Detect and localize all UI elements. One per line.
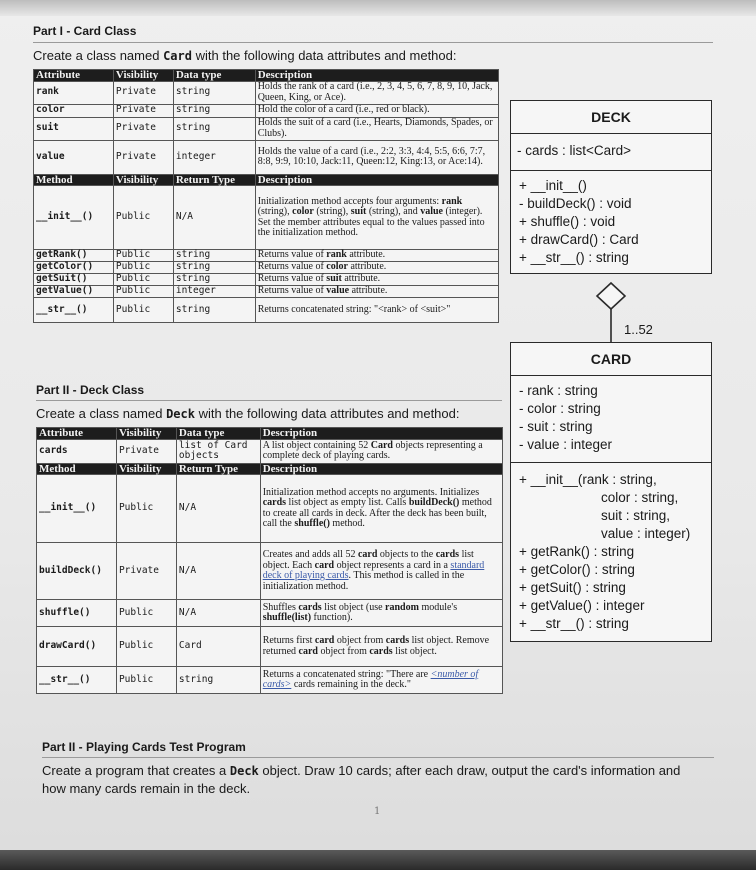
deck-uml-box [510, 100, 712, 274]
method-row-getrank: getRank() Public string Returns value of rank attribute. [34, 250, 499, 262]
deck-method-row-builddeck: buildDeck() Private N/A Creates and adds all 52 card objects to the cards list object. Each card object represents a card in a standard deck of playing cards. This method is called in the initialization method. [37, 543, 503, 600]
method-row-init: __init__() Public N/A Initialization method accepts four arguments: rank (string), color (string), suit (string), and value (integer). Set the member attributes equal to the values passed into the initialization method. [34, 186, 499, 250]
attr-row-color: color Private string Hold the color of a card (i.e., red or black). [34, 104, 499, 117]
page-top-shadow [0, 0, 756, 16]
deck-uml-method: + __init__() [519, 178, 587, 193]
deck-class-table [36, 427, 503, 694]
card-uml-init: + __init__(rank : string, [519, 472, 657, 487]
attr-header-row: Attribute Visibility Data type Description [34, 70, 499, 82]
card-uml-method: + getValue() : integer [519, 598, 645, 613]
part1-heading: Part I - Card Class [33, 24, 137, 38]
card-uml-attributes [511, 376, 711, 463]
card-uml-box [510, 342, 712, 642]
deck-method-header-row: Method Visibility Return Type Description [37, 463, 503, 475]
method-row-getvalue: getValue() Public integer Returns value of value attribute. [34, 286, 499, 298]
card-uml-method: + __str__() : string [519, 616, 629, 631]
composition-diamond-icon [597, 283, 625, 309]
card-uml-methods [511, 463, 711, 641]
part2-heading: Part II - Deck Class [36, 383, 145, 397]
part1-intro: Create a class named Card with the following data attributes and method: [33, 48, 457, 63]
card-uml-attr: - value : integer [519, 437, 613, 452]
deck-uml-method: + drawCard() : Card [519, 232, 639, 247]
deck-uml-method: - buildDeck() : void [519, 196, 632, 211]
page-bottom-shadow [0, 850, 756, 870]
page-number: 1 [374, 806, 381, 817]
part2-intro: Create a class named Deck with the following data attributes and method: [36, 406, 460, 421]
deck-method-row-drawcard: drawCard() Public Card Returns first card object from cards list object. Remove returned card object from cards list object. [37, 627, 503, 667]
method-row-getcolor: getColor() Public string Returns value of color attribute. [34, 262, 499, 274]
attr-row-suit: suit Private string Holds the suit of a card (i.e., Hearts, Diamonds, Spades, or Clubs). [34, 117, 499, 140]
card-uml-attr: - suit : string [519, 419, 593, 434]
deck-method-row-shuffle: shuffle() Public N/A Shuffles cards list object (use random module's shuffle(list) function). [37, 600, 503, 627]
part3-rule [42, 757, 714, 758]
deck-method-row-init: __init__() Public N/A Initialization method accepts no arguments. Initializes cards list object as empty list. Calls buildDeck() method to create all cards in deck. After the deck has been built, call the shuffle() method. [37, 475, 503, 543]
deck-method-row-str: __str__() Public string Returns a concatenated string: "There are <number of cards> cards remaining in the deck." [37, 667, 503, 694]
deck-attr-header-row: Attribute Visibility Data type Description [37, 428, 503, 440]
deck-attr-row-cards: cards Private list of Card objects A list object containing 52 Card objects representing a complete deck of playing cards. [37, 439, 503, 463]
card-uml-init-arg: value : integer) [601, 526, 691, 541]
method-row-getsuit: getSuit() Public string Returns value of suit attribute. [34, 274, 499, 286]
part3-heading: Part II - Playing Cards Test Program [42, 740, 246, 754]
part3-text [42, 762, 680, 798]
card-uml-method: + getSuit() : string [519, 580, 626, 595]
deck-uml-title: DECK [511, 101, 711, 134]
attr-row-rank: rank Private string Holds the rank of a card (i.e., 2, 3, 4, 5, 6, 7, 8, 9, 10, Jack, Queen, King, or Ace). [34, 81, 499, 104]
method-header-row: Method Visibility Return Type Description [34, 174, 499, 186]
deck-uml-methods [511, 171, 711, 273]
card-uml-attr: - rank : string [519, 383, 598, 398]
card-uml-init-arg: color : string, [601, 490, 679, 505]
part3-line2: how many cards remain in the deck. [42, 781, 251, 796]
card-uml-method: + getRank() : string [519, 544, 635, 559]
deck-uml-attr: - cards : list<Card> [517, 143, 632, 158]
method-row-str: __str__() Public string Returns concatenated string: "<rank> of <suit>" [34, 298, 499, 323]
card-class-table [33, 69, 499, 323]
deck-uml-attributes [511, 134, 711, 171]
standard-deck-link[interactable]: standard deck of playing cards [262, 559, 485, 581]
card-uml-method: + getColor() : string [519, 562, 635, 577]
card-uml-title: CARD [511, 343, 711, 376]
card-uml-init-arg: suit : string, [601, 508, 671, 523]
deck-uml-method: + __str__() : string [519, 250, 629, 265]
deck-uml-method: + shuffle() : void [519, 214, 616, 229]
multiplicity-label: 1..52 [624, 322, 653, 337]
part1-rule [33, 42, 713, 43]
part2-rule [36, 400, 502, 401]
card-uml-attr: - color : string [519, 401, 601, 416]
part3-line1: Create a program that creates a Deck object. Draw 10 cards; after each draw, output the card's information and [42, 763, 681, 778]
attr-row-value: value Private integer Holds the value of a card (i.e., 2:2, 3:3, 4:4, 5:5, 6:6, 7:7, 8:8, 9:9, 10:10, Jack:11, Queen:12, King:13, or Ace:14). [34, 140, 499, 174]
